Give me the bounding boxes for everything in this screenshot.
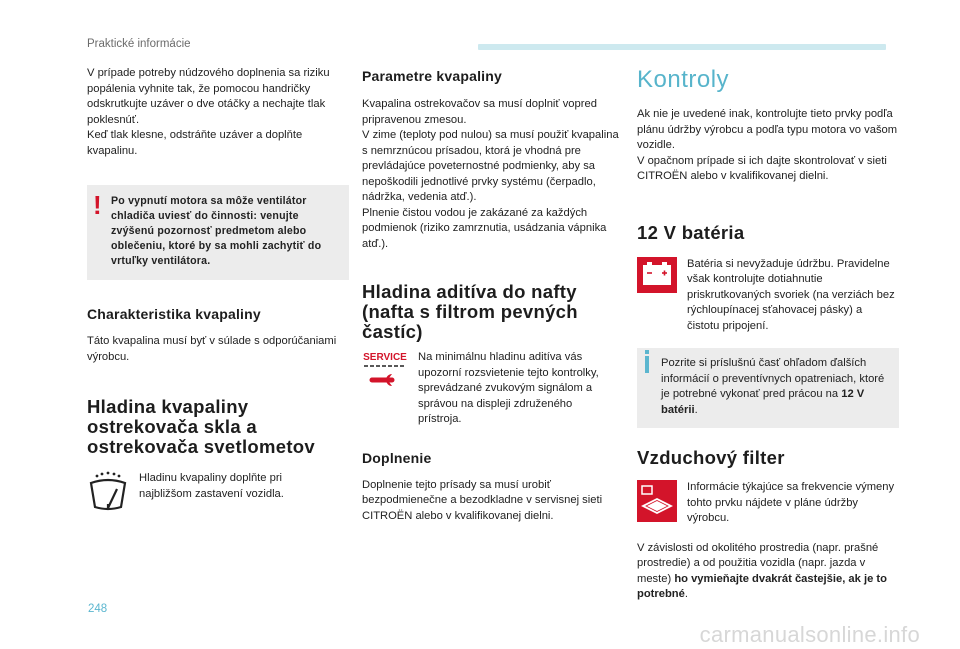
filter-row (637, 480, 899, 527)
fluid-params-text: Kvapalina ostrekovačov sa musí doplniť vopred pripravenou zmesou. (362, 98, 597, 126)
filter-text-2-main: V závislosti od okolitého prostredia (napr. prašné prostredie) a od použitia vozidla (napr. jazda v meste) (637, 541, 879, 585)
section-title-washer-level: Hladina kvapaliny ostrekovača skla a ostrekovača svetlometov (87, 396, 315, 457)
column-1 (87, 66, 349, 513)
section-title-battery: 12 V batéria (637, 221, 745, 243)
column-3 (637, 66, 899, 603)
section-title-air-filter: Vzduchový filter (637, 447, 785, 468)
watermark: carmanualsonline.info (699, 622, 920, 647)
info-text-main: Pozrite si príslušnú časť ohľadom ďalších informácií o preventívnych opatreniach, ktoré je potrebné vykonať pred prácou na (661, 357, 885, 400)
section-title-refill: Doplnenie (362, 449, 432, 466)
running-header: Praktické informácie (87, 38, 191, 50)
section-title-fluid-params: Parametre kvapaliny (362, 68, 502, 84)
service-warning-icon (362, 350, 408, 390)
filter-text-2-end: . (684, 588, 688, 600)
section-title-fluid-spec: Charakteristika kvapaliny (87, 306, 261, 322)
section-title-diesel-additive: Hladina aditíva do nafty (nafta s filtrom pevných častíc) (362, 281, 578, 342)
page-number: 248 (88, 603, 108, 615)
intro-text-2: Keď tlak klesne, odstráňte uzáver a doplňte kvapalinu. (87, 129, 303, 157)
battery-row (637, 257, 899, 335)
windscreen-washer-icon (87, 471, 129, 513)
filter-text: Informácie týkajúce sa frekvencie výmeny tohto prvku nájdete v pláne údržby výrobcu. (687, 481, 895, 524)
info-icon (645, 356, 649, 373)
intro-text: V prípade potreby núdzového doplnenia sa riziku popálenia vyhnite tak, že pomocou handričky odskrutkujte uzáver o dve otáčky a nechajte tlak poklesnúť. (87, 67, 330, 126)
washer-row (87, 471, 349, 513)
battery-icon (637, 257, 677, 293)
checks-intro: Ak nie je uvedené inak, kontrolujte tieto prvky podľa plánu údržby výrobcu a podľa typu motora vo vašom vozidle. (637, 108, 898, 151)
info-box (637, 348, 899, 428)
battery-text: Batéria si nevyžaduje údržbu. Pravidelne však kontrolujte dotiahnutie priskrutkovaných svoriek (na verziách bez rýchloupínacej sťahovacej pásky) a čistotu pripojení. (687, 257, 895, 332)
info-text-bold: 12 V batérii (661, 388, 865, 416)
refill-text: Doplnenie tejto prísady sa musí urobiť bezpodmienečne a bezodkladne v servisnej sieti CITROËN alebo v kvalifikovanej dielni. (362, 478, 603, 522)
checks-intro-2: V opačnom prípade si ich dajte skontrolovať v sieti CITROËN alebo v kvalifikovanej dielni. (637, 154, 887, 182)
service-row (362, 350, 624, 428)
service-label: SERVICE (363, 352, 407, 363)
fluid-params-text-2: V zime (teploty pod nulou) sa musí použiť kvapalina s nemrznúcou prísadou, ktorá je vhodná pre prevládajúce poveternostné podmienky, aby sa nepoškodili jednotlivé prvky systému (čerpadlo, nádržka, vedenia atď.). (362, 129, 619, 203)
page-title: Kontroly (637, 66, 730, 93)
filter-text-2 (637, 541, 899, 603)
filter-text-2-bold: ho vymieňajte dvakrát častejšie, ak je to potrebné (637, 572, 887, 600)
service-text: Na minimálnu hladinu aditíva vás upozorní rozsvietenie tejto kontrolky, sprevádzané zvukovým signálom a správou na displeji združeného prístroja. (418, 351, 599, 425)
column-2 (362, 66, 624, 524)
washer-text: Hladinu kvapaliny doplňte pri najbližšom zastavení vozidla. (139, 472, 284, 500)
info-text-end: . (694, 403, 698, 416)
warning-icon: ! (93, 190, 102, 220)
fluid-params-text-3: Plnenie čistou vodou je zakázané za každých podmienok (riziko zamrznutia, usádzania vápnika atď.). (362, 206, 607, 250)
warning-box (87, 185, 349, 280)
air-filter-icon (637, 480, 677, 522)
header-bar (478, 44, 886, 50)
section-text-fluid-spec: Táto kvapalina musí byť v súlade s odporúčaniami výrobcu. (87, 335, 337, 363)
warning-text: Po vypnutí motora sa môže ventilátor chladiča uviesť do činnosti: venujte zvýšenú pozornosť predmetom alebo oblečeniu, ktoré by sa mohli zachytiť do vrtuľky ventilátora. (111, 195, 322, 267)
info-text (661, 356, 889, 418)
